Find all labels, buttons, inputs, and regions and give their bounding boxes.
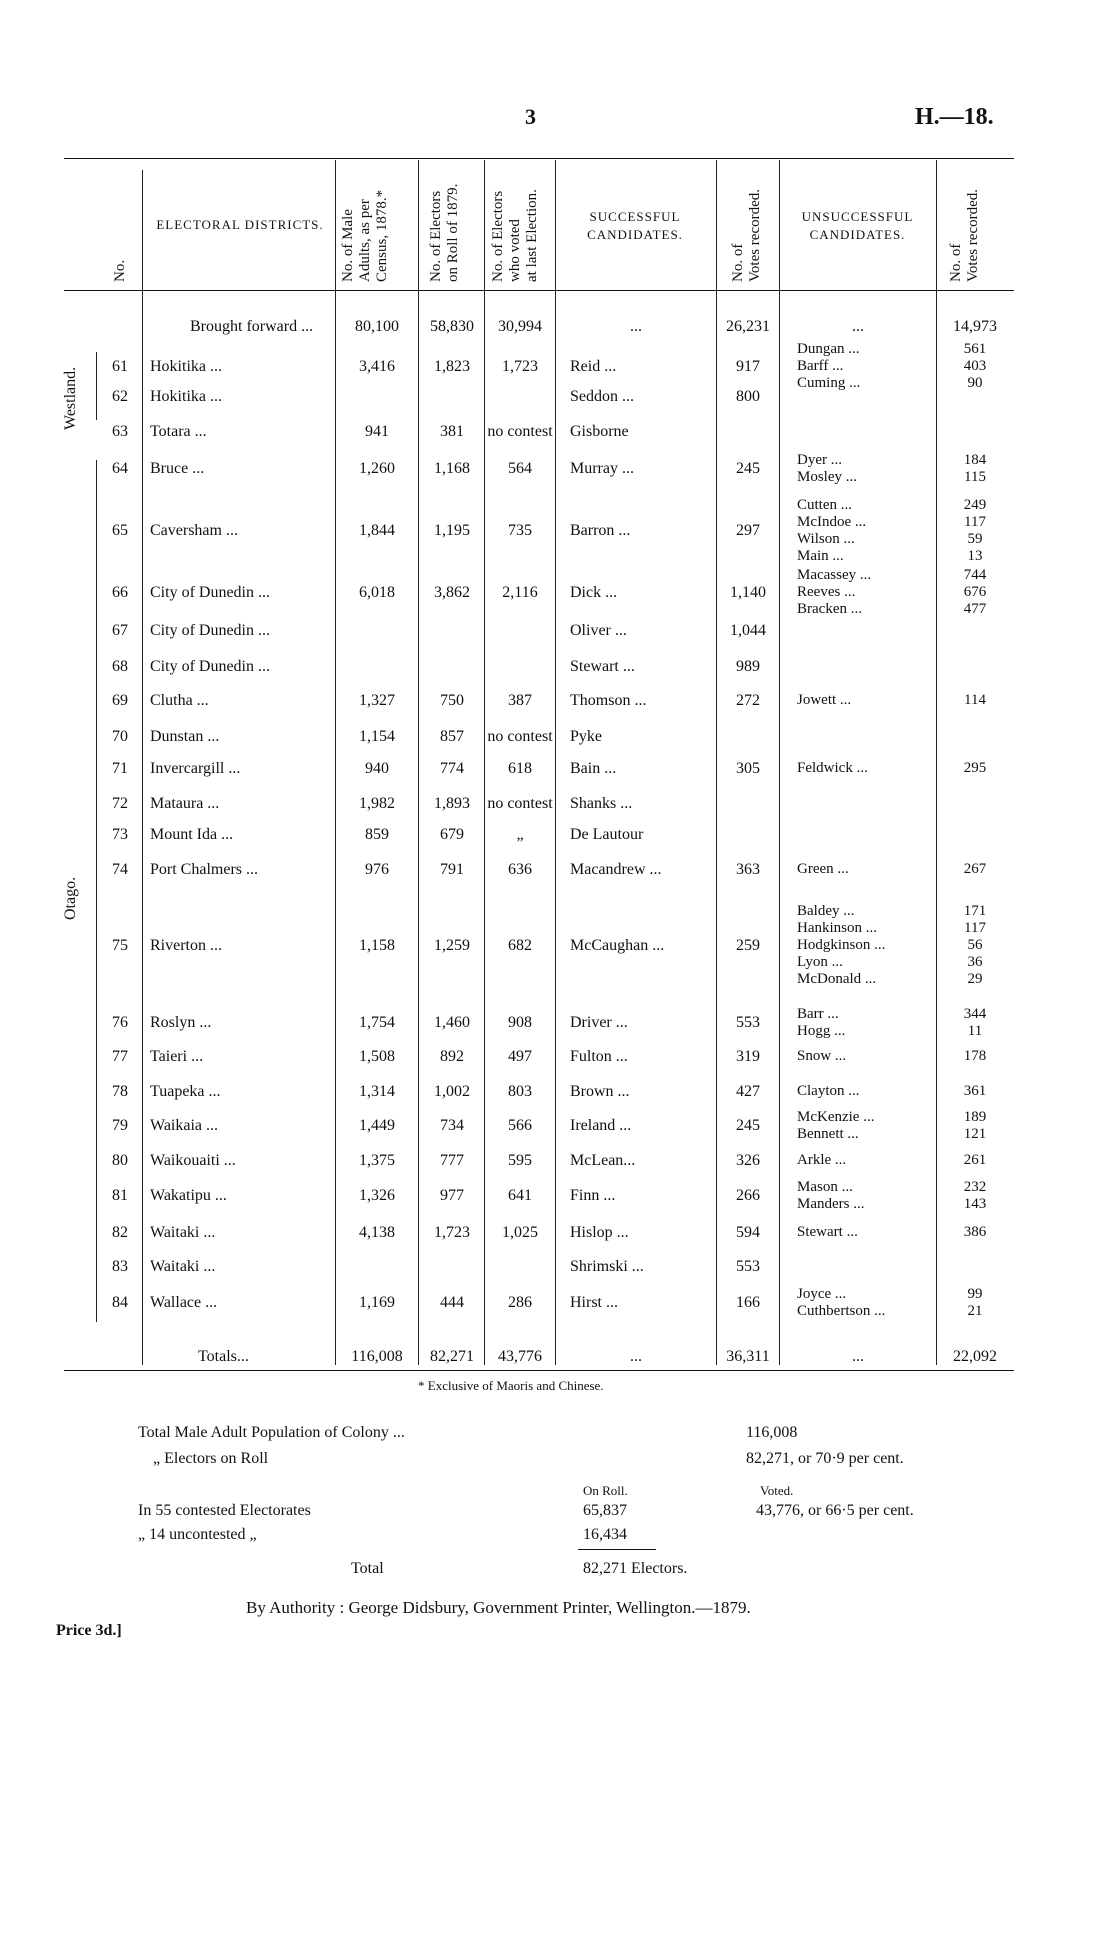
page-number: 3 <box>525 104 536 129</box>
successful-candidate: Thomson ... <box>570 692 647 709</box>
summary-line3-roll: 65,837 <box>583 1502 627 1519</box>
unsuccessful-candidate: Bennett ... <box>797 1126 859 1142</box>
row-number: 71 <box>112 760 128 777</box>
row-number: 82 <box>112 1224 128 1241</box>
successful-votes: 553 <box>736 1258 760 1275</box>
unsuccessful-votes: 114 <box>964 692 986 708</box>
unsuccessful-candidate: Feldwick ... <box>797 760 868 776</box>
row-number: 65 <box>112 522 128 539</box>
roll-value: 750 <box>440 692 464 709</box>
unsuccessful-votes: 11 <box>967 1023 983 1039</box>
successful-votes: 989 <box>736 658 760 675</box>
voted-value: 564 <box>508 460 532 477</box>
voted-value: 387 <box>508 692 532 709</box>
successful-candidate: Gisborne <box>570 423 629 440</box>
unsuccessful-candidate: Dungan ... <box>797 341 860 357</box>
successful-votes: 245 <box>736 460 760 477</box>
unsuccessful-votes: 295 <box>963 760 987 776</box>
row-number: 73 <box>112 826 128 843</box>
unsuccessful-candidate: Cuthbertson ... <box>797 1303 886 1319</box>
successful-candidate: Pyke <box>570 728 602 745</box>
unsuccessful-candidate: Macassey ... <box>797 567 872 583</box>
voted-value: no contest <box>487 423 553 440</box>
unsuccessful-votes: 21 <box>967 1303 983 1319</box>
successful-candidate: McLean... <box>570 1152 636 1169</box>
document-code: H.—18. <box>915 104 994 130</box>
unsuccessful-candidate: Mosley ... <box>797 469 857 485</box>
district-name: Taieri ... <box>150 1048 204 1065</box>
summary-rule <box>578 1549 656 1550</box>
header-no: No. <box>112 259 128 282</box>
district-name: Waikaia ... <box>150 1117 219 1134</box>
successful-votes: 272 <box>736 692 760 709</box>
district-name: Port Chalmers ... <box>150 861 258 878</box>
col-rule <box>335 160 336 1365</box>
adults-value: 1,326 <box>359 1187 395 1204</box>
authority-line: By Authority : George Didsbury, Government Printer, Wellington.—1879. <box>246 1598 751 1617</box>
header-successful: SUCCESSFUL CANDIDATES. <box>587 209 683 242</box>
bf-voted: 30,994 <box>498 318 542 335</box>
unsuccessful-candidate: Snow ... <box>797 1048 847 1064</box>
unsuccessful-votes: 249 <box>963 497 987 513</box>
unsuccessful-votes: 117 <box>964 514 986 530</box>
unsuccessful-votes: 267 <box>963 861 987 877</box>
otago-brace <box>96 460 97 1322</box>
voted-value: 566 <box>508 1117 532 1134</box>
row-number: 70 <box>112 728 128 745</box>
successful-candidate: Brown ... <box>570 1083 630 1100</box>
unsuccessful-candidate: Dyer ... <box>797 452 842 468</box>
unsuccessful-votes: 361 <box>963 1083 987 1099</box>
adults-value: 940 <box>365 760 389 777</box>
roll-value: 1,002 <box>434 1083 470 1100</box>
adults-value: 1,982 <box>359 795 395 812</box>
district-name: Wakatipu ... <box>150 1187 227 1204</box>
unsuccessful-votes: 171 <box>963 903 987 919</box>
header-adults: No. of Male Adults, as per Census, 1878.* <box>340 189 390 282</box>
successful-candidate: Ireland ... <box>570 1117 632 1134</box>
successful-candidate: Bain ... <box>570 760 617 777</box>
district-name: Bruce ... <box>150 460 205 477</box>
district-name: Tuapeka ... <box>150 1083 221 1100</box>
summary-line2-value: 82,271, or 70·9 per cent. <box>746 1450 904 1467</box>
unsuccessful-candidate: Manders ... <box>797 1196 865 1212</box>
unsuccessful-candidate: Hankinson ... <box>797 920 877 936</box>
successful-votes: 245 <box>736 1117 760 1134</box>
row-number: 76 <box>112 1014 128 1031</box>
unsuccessful-votes: 36 <box>967 954 983 970</box>
totals-label: Totals... <box>198 1348 249 1365</box>
adults-value: 859 <box>365 826 389 843</box>
summary-line3-voted: 43,776, or 66·5 per cent. <box>756 1502 914 1519</box>
row-number: 81 <box>112 1187 128 1204</box>
district-name: Waikouaiti ... <box>150 1152 236 1169</box>
voted-value: 1,025 <box>502 1224 538 1241</box>
bf-succ: ... <box>630 318 642 335</box>
adults-value: 976 <box>365 861 389 878</box>
voted-value: „ <box>516 826 524 843</box>
summary-total-value: 82,271 Electors. <box>583 1560 688 1577</box>
roll-value: 381 <box>440 423 464 440</box>
summary-onroll-head: On Roll. <box>583 1483 628 1498</box>
unsuccessful-candidate: Arkle ... <box>797 1152 847 1168</box>
district-name: Totara ... <box>150 423 207 440</box>
successful-candidate: Shanks ... <box>570 795 633 812</box>
row-number: 84 <box>112 1294 128 1311</box>
row-number: 72 <box>112 795 128 812</box>
roll-value: 679 <box>440 826 464 843</box>
roll-value: 892 <box>440 1048 464 1065</box>
adults-value: 6,018 <box>359 584 395 601</box>
successful-votes: 166 <box>736 1294 760 1311</box>
adults-value: 1,169 <box>359 1294 395 1311</box>
successful-votes: 1,140 <box>730 584 766 601</box>
voted-value: no contest <box>487 728 553 745</box>
adults-value: 941 <box>365 423 389 440</box>
row-number: 61 <box>112 358 128 375</box>
district-name: City of Dunedin ... <box>150 584 270 601</box>
successful-votes: 800 <box>736 388 760 405</box>
unsuccessful-votes: 344 <box>963 1006 987 1022</box>
col-rule <box>779 160 780 1365</box>
adults-value: 1,260 <box>359 460 395 477</box>
unsuccessful-candidate: Hodgkinson ... <box>797 937 886 953</box>
totals-adults: 116,008 <box>351 1348 403 1365</box>
successful-candidate: Stewart ... <box>570 658 635 675</box>
district-name: City of Dunedin ... <box>150 622 270 639</box>
unsuccessful-candidate: Main ... <box>797 548 844 564</box>
adults-value: 1,449 <box>359 1117 395 1134</box>
unsuccessful-votes: 143 <box>963 1196 987 1212</box>
unsuccessful-candidate: Jowett ... <box>797 692 852 708</box>
unsuccessful-votes: 178 <box>963 1048 987 1064</box>
unsuccessful-candidate: Mason ... <box>797 1179 853 1195</box>
row-number: 83 <box>112 1258 128 1275</box>
bf-roll: 58,830 <box>430 318 474 335</box>
adults-value: 1,508 <box>359 1048 395 1065</box>
voted-value: 682 <box>508 937 532 954</box>
header-district: ELECTORAL DISTRICTS. <box>156 217 324 232</box>
roll-value: 791 <box>440 861 464 878</box>
unsuccessful-candidate: Green ... <box>797 861 849 877</box>
successful-candidate: Murray ... <box>570 460 634 477</box>
successful-candidate: Dick ... <box>570 584 618 601</box>
roll-value: 1,168 <box>434 460 470 477</box>
successful-candidate: Finn ... <box>570 1187 616 1204</box>
successful-votes: 553 <box>736 1014 760 1031</box>
unsuccessful-candidate: Lyon ... <box>797 954 843 970</box>
row-number: 77 <box>112 1048 128 1065</box>
unsuccessful-candidate: Bracken ... <box>797 601 862 617</box>
successful-candidate: McCaughan ... <box>570 937 665 954</box>
successful-votes: 363 <box>736 861 760 878</box>
row-number: 80 <box>112 1152 128 1169</box>
totals-unsucc: ... <box>852 1348 864 1365</box>
region-otago: Otago. <box>62 876 79 920</box>
unsuccessful-votes: 115 <box>964 469 986 485</box>
col-rule <box>142 170 143 1365</box>
row-number: 62 <box>112 388 128 405</box>
unsuccessful-votes: 676 <box>963 584 987 600</box>
voted-value: 2,116 <box>502 584 538 601</box>
unsuccessful-candidate: Cutten ... <box>797 497 852 513</box>
adults-value: 1,844 <box>359 522 395 539</box>
roll-value: 1,723 <box>434 1224 470 1241</box>
region-westland: Westland. <box>62 366 79 430</box>
roll-value: 1,259 <box>434 937 470 954</box>
voted-value: 595 <box>508 1152 532 1169</box>
unsuccessful-votes: 232 <box>963 1179 987 1195</box>
district-name: Roslyn ... <box>150 1014 212 1031</box>
unsuccessful-votes: 561 <box>963 341 987 357</box>
unsuccessful-votes: 56 <box>967 937 983 953</box>
summary-line4-roll: 16,434 <box>583 1526 627 1543</box>
bf-adults: 80,100 <box>355 318 399 335</box>
roll-value: 1,195 <box>434 522 470 539</box>
unsuccessful-candidate: McDonald ... <box>797 971 877 987</box>
row-number: 79 <box>112 1117 128 1134</box>
brought-forward-label: Brought forward ... <box>190 318 314 335</box>
voted-value: 803 <box>508 1083 532 1100</box>
adults-value: 1,375 <box>359 1152 395 1169</box>
footnote: * Exclusive of Maoris and Chinese. <box>418 1378 604 1393</box>
roll-value: 774 <box>440 760 464 777</box>
summary-line1-label: Total Male Adult Population of Colony ... <box>138 1424 405 1441</box>
district-name: Riverton ... <box>150 937 222 954</box>
unsuccessful-candidate: McIndoe ... <box>797 514 867 530</box>
price: Price 3d.] <box>56 1622 122 1639</box>
adults-value: 3,416 <box>359 358 395 375</box>
unsuccessful-votes: 29 <box>967 971 983 987</box>
unsuccessful-candidate: Reeves ... <box>797 584 856 600</box>
voted-value: 641 <box>508 1187 532 1204</box>
successful-candidate: Macandrew ... <box>570 861 662 878</box>
unsuccessful-votes: 184 <box>963 452 987 468</box>
district-name: Mount Ida ... <box>150 826 234 843</box>
col-rule <box>716 160 717 1365</box>
adults-value: 1,314 <box>359 1083 395 1100</box>
unsuccessful-candidate: Cuming ... <box>797 375 861 391</box>
bf-uvotes: 14,973 <box>953 318 997 335</box>
roll-value: 444 <box>440 1294 464 1311</box>
unsuccessful-votes: 99 <box>967 1286 983 1302</box>
successful-votes: 305 <box>736 760 760 777</box>
district-name: Hokitika ... <box>150 358 222 375</box>
row-number: 63 <box>112 423 128 440</box>
row-number: 68 <box>112 658 128 675</box>
row-number: 75 <box>112 937 128 954</box>
successful-candidate: Shrimski ... <box>570 1258 644 1275</box>
unsuccessful-votes: 13 <box>967 548 983 564</box>
voted-value: 618 <box>508 760 532 777</box>
unsuccessful-votes: 744 <box>963 567 987 583</box>
bf-unsucc: ... <box>852 318 864 335</box>
district-name: City of Dunedin ... <box>150 658 270 675</box>
row-number: 69 <box>112 692 128 709</box>
roll-value: 3,862 <box>434 584 470 601</box>
roll-value: 777 <box>440 1152 464 1169</box>
successful-votes: 917 <box>736 358 760 375</box>
summary-line4-label: „ 14 uncontested „ <box>138 1526 257 1543</box>
header-votes-unsuccessful: No. of Votes recorded. <box>948 188 981 282</box>
successful-candidate: Hislop ... <box>570 1224 629 1241</box>
col-rule <box>936 160 937 1365</box>
unsuccessful-candidate: Baldey ... <box>797 903 855 919</box>
unsuccessful-votes: 90 <box>967 375 983 391</box>
unsuccessful-candidate: Hogg ... <box>797 1023 846 1039</box>
adults-value: 4,138 <box>359 1224 395 1241</box>
district-name: Hokitika ... <box>150 388 222 405</box>
adults-value: 1,754 <box>359 1014 395 1031</box>
table-bottom-rule <box>64 1370 1014 1371</box>
voted-value: 636 <box>508 861 532 878</box>
adults-value: 1,158 <box>359 937 395 954</box>
totals-voted: 43,776 <box>498 1348 542 1365</box>
successful-votes: 594 <box>736 1224 760 1241</box>
roll-value: 1,823 <box>434 358 470 375</box>
voted-value: 908 <box>508 1014 532 1031</box>
successful-votes: 326 <box>736 1152 760 1169</box>
header-voted: No. of Electors who voted at last Election. <box>490 189 540 282</box>
voted-value: 286 <box>508 1294 532 1311</box>
summary-voted-head: Voted. <box>760 1483 794 1498</box>
successful-votes: 259 <box>736 937 760 954</box>
successful-candidate: Reid ... <box>570 358 617 375</box>
successful-candidate: Hirst ... <box>570 1294 618 1311</box>
district-name: Wallace ... <box>150 1294 218 1311</box>
table-top-rule <box>64 158 1014 159</box>
successful-votes: 1,044 <box>730 622 766 639</box>
successful-candidate: De Lautour <box>570 826 644 843</box>
unsuccessful-votes: 59 <box>967 531 983 547</box>
unsuccessful-votes: 189 <box>963 1109 987 1125</box>
header-unsuccessful: UNSUCCESSFUL CANDIDATES. <box>801 209 914 242</box>
summary-line2-label: „ Electors on Roll <box>153 1450 269 1467</box>
col-rule <box>418 160 419 1365</box>
bf-svotes: 26,231 <box>726 318 770 335</box>
voted-value: no contest <box>487 795 553 812</box>
header-votes-successful: No. of Votes recorded. <box>730 188 763 282</box>
district-name: Mataura ... <box>150 795 220 812</box>
roll-value: 857 <box>440 728 464 745</box>
district-name: Invercargill ... <box>150 760 241 777</box>
row-number: 74 <box>112 861 128 878</box>
successful-candidate: Driver ... <box>570 1014 628 1031</box>
unsuccessful-candidate: Barff ... <box>797 358 844 374</box>
row-number: 64 <box>112 460 128 477</box>
district-name: Caversham ... <box>150 522 238 539</box>
totals-roll: 82,271 <box>430 1348 474 1365</box>
totals-succ: ... <box>630 1348 642 1365</box>
westland-brace <box>96 352 97 420</box>
totals-svotes: 36,311 <box>726 1348 770 1365</box>
successful-candidate: Oliver ... <box>570 622 627 639</box>
voted-value: 1,723 <box>502 358 538 375</box>
unsuccessful-candidate: Barr ... <box>797 1006 839 1022</box>
successful-candidate: Fulton ... <box>570 1048 628 1065</box>
district-name: Clutha ... <box>150 692 209 709</box>
row-number: 67 <box>112 622 128 639</box>
summary-total-label: Total <box>351 1560 384 1577</box>
header-roll: No. of Electors on Roll of 1879. <box>428 183 461 282</box>
roll-value: 977 <box>440 1187 464 1204</box>
successful-votes: 427 <box>736 1083 760 1100</box>
unsuccessful-candidate: Wilson ... <box>797 531 855 547</box>
row-number: 78 <box>112 1083 128 1100</box>
summary-line1-value: 116,008 <box>746 1424 798 1441</box>
unsuccessful-candidate: McKenzie ... <box>797 1109 875 1125</box>
voted-value: 497 <box>508 1048 532 1065</box>
unsuccessful-votes: 121 <box>963 1126 987 1142</box>
row-number: 66 <box>112 584 128 601</box>
unsuccessful-candidate: Clayton ... <box>797 1083 860 1099</box>
summary-line3-label: In 55 contested Electorates <box>138 1502 311 1519</box>
roll-value: 734 <box>440 1117 464 1134</box>
successful-votes: 266 <box>736 1187 760 1204</box>
successful-candidate: Barron ... <box>570 522 631 539</box>
successful-votes: 297 <box>736 522 760 539</box>
unsuccessful-votes: 261 <box>963 1152 987 1168</box>
unsuccessful-candidate: Stewart ... <box>797 1224 858 1240</box>
unsuccessful-votes: 386 <box>963 1224 987 1240</box>
totals-uvotes: 22,092 <box>953 1348 997 1365</box>
unsuccessful-votes: 403 <box>963 358 987 374</box>
district-name: Dunstan ... <box>150 728 220 745</box>
unsuccessful-votes: 477 <box>963 601 987 617</box>
adults-value: 1,154 <box>359 728 395 745</box>
adults-value: 1,327 <box>359 692 395 709</box>
roll-value: 1,460 <box>434 1014 470 1031</box>
successful-candidate: Seddon ... <box>570 388 634 405</box>
header-bottom-rule <box>64 290 1014 291</box>
roll-value: 1,893 <box>434 795 470 812</box>
district-name: Waitaki ... <box>150 1224 216 1241</box>
unsuccessful-candidate: Joyce ... <box>797 1286 847 1302</box>
unsuccessful-votes: 117 <box>964 920 986 936</box>
district-name: Waitaki ... <box>150 1258 216 1275</box>
voted-value: 735 <box>508 522 532 539</box>
successful-votes: 319 <box>736 1048 760 1065</box>
